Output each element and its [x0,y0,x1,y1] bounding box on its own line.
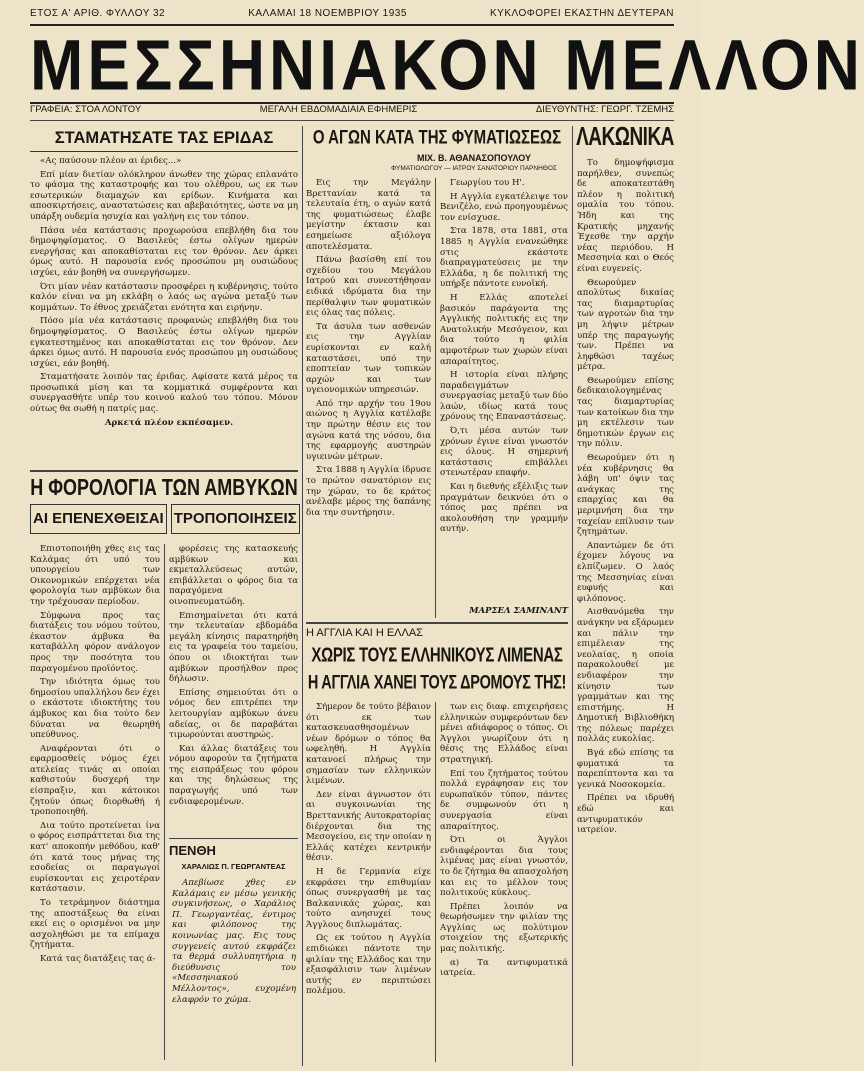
column-divider [164,544,165,1060]
column-divider [572,126,573,1066]
article-title-forologia: Η ΦΟΡΟΛΟΓΙΑ ΤΩΝ ΑΜΒΥΚΩΝ [30,474,298,500]
paragraph: Θεωρούμεν απολύτως δικαίας τας διαμαρτυρίας των αγροτών δια την μη λήψιν μέτρων υπέρ της παραγωγής των. Πρέπει να ληφθώσι ταχέως μέτρα. [577,277,674,373]
paragraph: Πόσο μία νέα κατάστασις προφανώς επεβλήθη δια του δημοψηφίσματος. Ο Βασιλεύς έστω ολίγων ημερών εγκατεστημένος και αποκαθίσταται εις τον θρόνον. Δεν άρκει όμως αυτό. Η παρουσία ενός προσώπου μη ουσιώδους ισχύει, εάν βοηθή. [30,316,298,369]
obituary-text [172,878,296,1058]
paragraph: Σύμφωνα προς τας διατάξεις του νόμου τούτου, έκαστον άμβυκα θα καταβάλλη φόρον ανάλογον προς την ποσότητα του παραγομένου προϊόντος. [30,610,160,674]
issue-info-bar [30,8,674,24]
divider [169,838,298,839]
article-body-agon-col2 [440,178,568,603]
article-body-stamatisate [30,156,298,466]
article-body-lakonika [577,158,674,1064]
article-body-anglia-col2 [440,702,568,1064]
publication-frequency: ΚΥΚΛΟΦΟΡΕΙ ΕΚΑΣΤΗΝ ΔΕΥΤΕΡΑΝ [490,8,674,19]
paragraph: Ότι οι Άγγλοι ενδιαφέρονται δια τους λιμένας μας είναι γνωστόν, το δε ζήτημα θα απασχολήση και εις το μέλλον τους πολιτικούς κύκλους. [440,835,568,899]
column-divider [302,126,303,1066]
paragraph: Κατά τας διατάξεις τας ά- [40,953,156,964]
paragraph: φορέσεις της κατασκευής αμβύκων και εκμεταλλεύσεως αυτών, επιβάλλεται ο φόρος δια τα παραγόμενα οινοπνευματώδη. [169,544,298,607]
article-author: ΜΙΧ. Β. ΑΘΑΝΑΣΟΠΟΥΛΟΥ [416,153,532,163]
divider [306,622,568,624]
article-title-anglia-line1: ΧΩΡΙΣ ΤΟΥΣ ΕΛΛΗΝΙΚΟΥΣ ΛΙΜΕΝΑΣ [311,644,563,667]
obituary-name: ΧΑΡΑΛΙΩΣ Π. ΓΕΩΡΓΑΝΤΕΑΣ [181,862,286,871]
paragraph: Πάσα νέα κατάστασις προχωρούσα επεβλήθη δια του δημοψηφίσματος. Ο Βασιλεύς έστω ολίγων ημερών ενεργήσας και αποκαθίσταται εις τον θρόνον. Δεν άρκει όμως αυτό. Η παρουσία ενός προσώπου μη ουσιώδους ισχύει, εάν βοηθή να συνεργήσωμεν. [30,225,298,278]
column-divider [435,178,436,618]
paragraph: Αναφέρονται ότι ο εφαρμοσθείς νόμος έχει ατελείας τινάς αι οποίαι καθιστούν δυσχερή την είσπραξιν, και κάτοικοι ζητούν όπως διορθωθή ή τροποποιηθή. [30,743,160,818]
masthead [30,24,864,106]
newspaper-title: ΜΕΣΣΗΝΙΑΚΟΝ ΜΕΛΛΟΝ [30,24,864,106]
director-name: ΔΙΕΥΘΥΝΤΗΣ: ΓΕΩΡΓ. ΤΖΕΜΗΣ [535,104,674,115]
paragraph: Γεωργίου του Η'. [450,178,525,188]
paragraph: Η δε Γερμανία είχε εκφράσει την επιθυμίαν όπως συνεργασθή με τας Βαλκανικάς χώρας, και τούτο ανησυχεί τους Άγγλους διπλωμάτας. [306,866,431,930]
paragraph: Το τετράμηνον διάστημα της αποστάξεως θα είναι εκεί εις ο ορισμένοι να μην ασχοληθώσι με τα επίμαχα ζητήματα. [30,898,160,951]
paragraph: Πρέπει να ιδρυθή εδώ και αντιφυματικόν ιατρείον. [577,793,674,836]
offices-address: ΓΡΑΦΕΙΑ: ΣΤΟΑ ΛΟΝΤΟΥ [30,104,142,115]
paragraph: Επίσης σημειούται ότι ο νόμος δεν επιτρέπει την λειτουργίαν αμβύκων άνευ αδείας, οι δε παραβάται τιμωρούνται αυστηρώς. [169,687,298,741]
article-title-agon: Ο ΑΓΩΝ ΚΑΤΑ ΤΗΣ ΦΥΜΑΤΙΩΣΕΩΣ [312,126,562,149]
paragraph: «Ας παύσουν πλέον αι έριδες...» [40,156,182,166]
paragraph: Πάνω βασίσθη επί του σχεδίου του Μεγάλου Ιατρού και συνεστήθησαν ειδικά ιδρύματα δια την περίθαλψιν των φυματικών εις όλας τας πόλεις. [306,255,431,319]
article-author-title: ΦΥΜΑΤΙΟΛΟΓΟΥ — ΙΑΤΡΟΥ ΣΑΝΑΤΟΡΙΟΥ ΠΑΡΝΗΘΟΣ [391,165,557,172]
divider [30,470,298,472]
paragraph: Τα άσυλα των ασθενών εις την Αγγλίαν ευρίσκονται εν καλή καταστάσει, υπό την εποπτείαν των τοπικών αρχών και των υγειονομικών υπηρεσιών. [306,321,431,396]
paragraph: Επί μίαν διετίαν ολόκληρον άνωθεν της χώρας επλανάτο το φάσμα της καταστροφής και του ολέθρου, ως εκ των εσωτερικών διαμαχών και ερίδων. Κινήματα και αποσκιρτήσεις, αναστατώσεις και αβεβαιότητες, ώστε να μη υπάρξη ουδεμία ησυχία και γαλήνη εις τον τόπον. [30,169,298,222]
paragraph: Η Ελλάς αποτελεί βασικόν παράγοντα της Αγγλικής πολιτικής εις την Ανατολικήν Μεσόγειον, και δια τούτο η φιλία αμφοτέρων των χωρών είναι απαραίτητος. [440,292,568,367]
article-body-anglia-col1 [306,702,431,1064]
paragraph: Βγά εδώ επίσης τα φυματικά τα παρεπίπτοντα και τα γενικά Νοσοκομεία. [577,748,674,790]
paragraph: Το δημοψήφισμα παρήλθεν, συνεπώς δε αποκατεστάθη πλέον η πολιτική ομαλία του τόπου. Ήδη και της Κρατικής μηχανής Έχεσθε την αρχήν νέας περιόδου. Η Μεσσηνία και ο Θεός είναι ευγενείς. [577,158,674,274]
newspaper-tagline: ΜΕΓΑΛΗ ΕΒΔΟΜΑΔΙΑΙΑ ΕΦΗΜΕΡΙΣ [259,104,418,115]
article-kicker-anglia: Η ΑΓΓΛΙΑ ΚΑΙ Η ΕΛΛΑΣ [306,627,423,639]
paragraph: Επισημαίνεται ότι κατά την τελευταίαν εβδομάδα μεγάλη κίνησις παρατηρήθη εις τα γραφεία του ταμείου, όπου οι ιδιοκτήται των αμβύκων προσήλθον προς δήλωσιν. [169,610,298,685]
paragraph: Απεβίωσε χθες εν Καλάμαις εν μέσω γενικής συγκινήσεως, ο Χαράλιος Π. Γεωργαντέας, έντιμος και φιλόπονος της κοινωνίας μας. Εις τους συγγενείς αυτού εκφράζει τα θερμά συλλυπητήρια η διεύθυνσις του «Μεσσηνιακού Μέλλοντος», ευχομένη ελαφρόν το χώμα. [172,878,296,1005]
column-divider [435,702,436,1062]
paragraph: Από την αρχήν του 19ου αιώνος η Αγγλία κατέλαβε την πρώτην θέσιν εις τον αγώνα κατά της νόσου, δια της εφαρμογής αυστηρών υγιεινών μέτρων. [306,398,431,462]
article-title-stamatisate: ΣΤΑΜΑΤΗΣΑΤΕ ΤΑΣ ΕΡΙΔΑΣ [30,130,298,152]
paragraph: Και άλλας διατάξεις του νόμου αφορούν τα ζητήματα της εισπράξεως του φόρου και της δηλώσεως της παραγωγής υπό των ενδιαφερομένων. [169,743,298,807]
paragraph: Σταματήσατε λοιπόν τας έριδας. Αφίσατε κατά μέρος τα προσωπικά μίση και τα κομματικά συμφέροντα και συνεργασθήτε υπέρ του κοινού καλού του τόπου. Μόνον ούτως θα σωθή η πατρίς μας. [30,372,298,415]
article-body-forologia-col1 [30,544,160,1064]
paragraph: Επιστοποιήθη χθες εις τας Καλάμας ότι υπό του υπουργείου των Οικονομικών επέρχεται νέα φορολογία των αμβύκων δια την τρέχουσαν περίοδον. [30,544,160,607]
paragraph: Την ιδιότητα όμως του δημοσίου υπαλλήλου δεν έχει ο εκάστοτε ιδιοκτήτης του άμβυκος και δια τούτο δεν δύναται να θεωρηθή υπεύθυνος. [30,677,160,741]
paragraph: Αισθανόμεθα την ανάγκην να εξάρωμεν και πάλιν την επιμέλειαν της νεολαίας, η οποία παρακολουθεί με ενδιαφέρον την κίνησιν των γραμμάτων και της επιστήμης. Η Δημοτική Βιβλιοθήκη της πόλεως παρέχει πολλάς ευκολίας. [577,607,674,745]
paragraph: Θεωρούμεν επίσης δεδικαιολογημένας τας διαμαρτυρίας των κατοίκων δια την μη εκτέλεσιν των δημοτικών έργων εις την πόλιν. [577,375,674,450]
paragraph: Και η διεθνής εξέλιξις των πραγμάτων δεικνύει ότι ο τόπος μας πρέπει να ακολουθήση την γραμμήν αυτήν. [440,482,568,535]
paragraph: α) Τα αντιφυματικά ιατρεία. [440,957,568,979]
paragraph: Σήμερον δε τούτο βέβαιον ότι εκ των κατασκευασθησομένων νέων δρόμων ο τόπος θα ωφεληθή. Η Αγγλία κατανοεί πλήρως την σημασίαν των ελληνικών λιμένων. [306,702,431,787]
paragraph: Αρκετά πλέον εκπέσαμεν. [104,417,234,428]
paragraph: Δια τούτο προτείνεται ίνα ο φόρος εισπράττεται δια της κατ' αποκοπήν μεθόδου, καθ' ότι κατά τους μήνας της εσοδείας οι παραγωγοί ευρίσκονται εις χειροτέραν κατάστασιν. [30,820,160,895]
paragraph: των εις διαφ. επιχειρήσεις ελληνικών συμφερόντων δεν μένει αδιάφορος ο τόπος. Οι Άγγλοι γνωρίζουν ότι η θέσις της Ελλάδος είναι στρατηγική. [440,702,568,765]
paragraph: Η Αγγλία εγκατέλειψε τον Βενιζέλο, ενώ προηγουμένως τον ενίσχυσε. [440,191,568,223]
article-subtitle-row [30,504,298,534]
paragraph: Ότι μίαν νέαν κατάστασιν προσφέρει η κυβέρνησις, τούτο καλόν είναι να μη εκλάβη ο λαός ως αγώνα μεταξύ των κομμάτων. Το έθνος χρειάζεται ενότητα και ειρήνην. [30,281,298,313]
masthead-subline [30,104,674,121]
issue-date: ΚΑΛΑΜΑΙ 18 ΝΟΕΜΒΡΙΟΥ 1935 [248,8,407,19]
section-title-penthi: ΠΕΝΘΗ [169,843,216,858]
article-subtitle-right: ΤΡΟΠΟΠΟΙΗΣΕΙΣ [171,504,300,534]
article-signature: ΜΑΡΣΕΛ ΣΑΜΙΝΑΝΤ [469,606,568,616]
article-body-forologia-col2 [169,544,298,834]
paragraph: Στα 1878, στα 1881, στα 1885 η Αγγλία ενανεώθηκε στις εκάστοτε διαπραγματεύσεις με την Ελλάδα, η δε πολιτική της υπήρξε πάντοτε ευνοϊκή. [440,226,568,290]
paragraph: Πρέπει λοιπόν να θεωρήσωμεν την φιλίαν της Αγγλίας ως πολύτιμον στοιχείον της εξωτερικής μας πολιτικής. [440,901,568,955]
paragraph: Στα 1888 η Αγγλία ίδρυσε το πρώτον σανατόριον εις την χώραν, το δε κράτος ανέλαβε μέρος της δαπάνης δια την συντήρησιν. [306,465,431,518]
paragraph: Θεωρούμεν ότι η νέα κυβέρνησις θα λάβη υπ' όψιν τας ανάγκας της επαρχίας και θα μεριμνήση δια την ταχείαν επίλυσιν των ζητημάτων. [577,453,674,538]
paragraph: Ό,τι μέσα αυτών των χρόνων έγινε είναι γνωστόν εις όλους. Η σημερινή κατάστασις επιβάλλει στενωτέραν επαφήν. [440,426,568,479]
article-body-agon-col1 [306,178,431,618]
paragraph: Απαντώμεν δε ότι έχομεν λόγους να ελπίζωμεν. Ο λαός της Μεσσηνίας είναι ευφυής και φιλόπονος. [577,540,674,604]
issue-number: ΕΤΟΣ Α' ΑΡΙΘ. ΦΥΛΛΟΥ 32 [30,8,166,19]
paragraph: Η ιστορία είναι πλήρης παραδειγμάτων συνεργασίας μεταξύ των δύο λαών, ιδίως κατά τους χρόνους της Επαναστάσεως. [440,370,568,423]
paragraph: Ως εκ τούτου η Αγγλία επιδιώκει πάντοτε την φιλίαν της Ελλάδος και την εξασφάλισιν των λιμένων αυτής εν περιπτώσει πολέμου. [306,933,431,997]
paragraph: Δεν είναι άγνωστον ότι αι συγκοινωνίαι της Βρεττανικής Αυτοκρατορίας διέρχονται δια της Μεσογείου, εις την οποίαν η Ελλάς κατέχει κεντρικήν θέσιν. [306,789,431,864]
paragraph: Επί του ζητήματος τούτου πολλά εγράφησαν εις τον ευρωπαϊκόν τύπον, πάντες δε συμφωνούν ότι η συνεργασία είναι απαραίτητος. [440,768,568,832]
article-title-anglia-line2: Η ΑΓΓΛΙΑ ΧΑΝΕΙ ΤΟΥΣ ΔΡΟΜΟΥΣ ΤΗΣ! [307,672,567,694]
article-subtitle-left: ΑΙ ΕΠΕΝΕΧΘΕΙΣΑΙ [30,504,167,534]
paragraph: Εις την Μεγάλην Βρεττανίαν κατά τα τελευταία έτη, ο αγών κατά της φυματιώσεως έλαβε μεγίστην έκτασιν και εσημείωσε αξιόλογα αποτελέσματα. [306,178,431,252]
article-title-lakonika: ΛΑΚΩΝΙΚΑ [576,123,674,152]
